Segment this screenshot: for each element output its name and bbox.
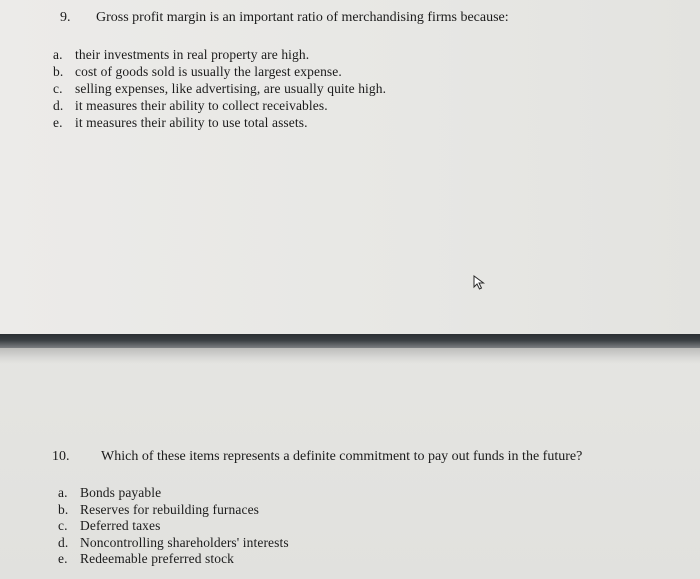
q10-option-d[interactable] bbox=[58, 535, 289, 551]
q10-option-e-text: Redeemable preferred stock bbox=[80, 551, 235, 566]
divider-shadow bbox=[0, 348, 700, 364]
q9-option-e-letter: e. bbox=[53, 115, 63, 130]
q10-option-d-text: Noncontrolling shareholders' interests bbox=[80, 535, 289, 550]
q10-option-e[interactable] bbox=[58, 551, 234, 567]
mouse-pointer-icon bbox=[471, 274, 487, 290]
question-9-text: Gross profit margin is an important ratio of merchandising firms because: bbox=[96, 10, 509, 25]
question-10-number: 10. bbox=[52, 449, 70, 464]
q10-option-a-letter: a. bbox=[58, 485, 68, 500]
q9-option-d[interactable] bbox=[53, 98, 328, 114]
q10-option-b[interactable] bbox=[58, 502, 259, 518]
question-9-number: 9. bbox=[60, 10, 71, 25]
q10-option-e-letter: e. bbox=[58, 551, 68, 566]
q10-option-c-text: Deferred taxes bbox=[80, 518, 161, 533]
q10-option-a[interactable] bbox=[58, 485, 161, 501]
q9-option-a[interactable] bbox=[53, 47, 309, 63]
q9-option-b-letter: b. bbox=[53, 64, 64, 79]
screen-divider-bar bbox=[0, 334, 700, 348]
q9-option-b[interactable] bbox=[53, 64, 342, 80]
q10-option-c-letter: c. bbox=[58, 518, 68, 533]
question-10-text: Which of these items represents a definite commitment to pay out funds in the future? bbox=[101, 449, 583, 464]
q10-option-a-text: Bonds payable bbox=[80, 485, 162, 500]
q9-option-b-text: cost of goods sold is usually the largest expense. bbox=[75, 64, 342, 79]
q9-option-c-letter: c. bbox=[53, 81, 63, 96]
q10-option-c[interactable] bbox=[58, 518, 160, 534]
q9-option-d-text: it measures their ability to collect receivables. bbox=[75, 98, 328, 113]
q9-option-a-letter: a. bbox=[53, 47, 63, 62]
q9-option-c[interactable] bbox=[53, 81, 386, 97]
q9-option-e[interactable] bbox=[53, 115, 308, 131]
q10-option-d-letter: d. bbox=[58, 535, 69, 550]
q9-option-d-letter: d. bbox=[53, 98, 64, 113]
q9-option-e-text: it measures their ability to use total assets. bbox=[75, 115, 308, 130]
q9-option-a-text: their investments in real property are high. bbox=[75, 47, 310, 62]
q9-option-c-text: selling expenses, like advertising, are usually quite high. bbox=[75, 81, 387, 96]
q10-option-b-text: Reserves for rebuilding furnaces bbox=[80, 502, 260, 517]
q10-option-b-letter: b. bbox=[58, 502, 69, 517]
